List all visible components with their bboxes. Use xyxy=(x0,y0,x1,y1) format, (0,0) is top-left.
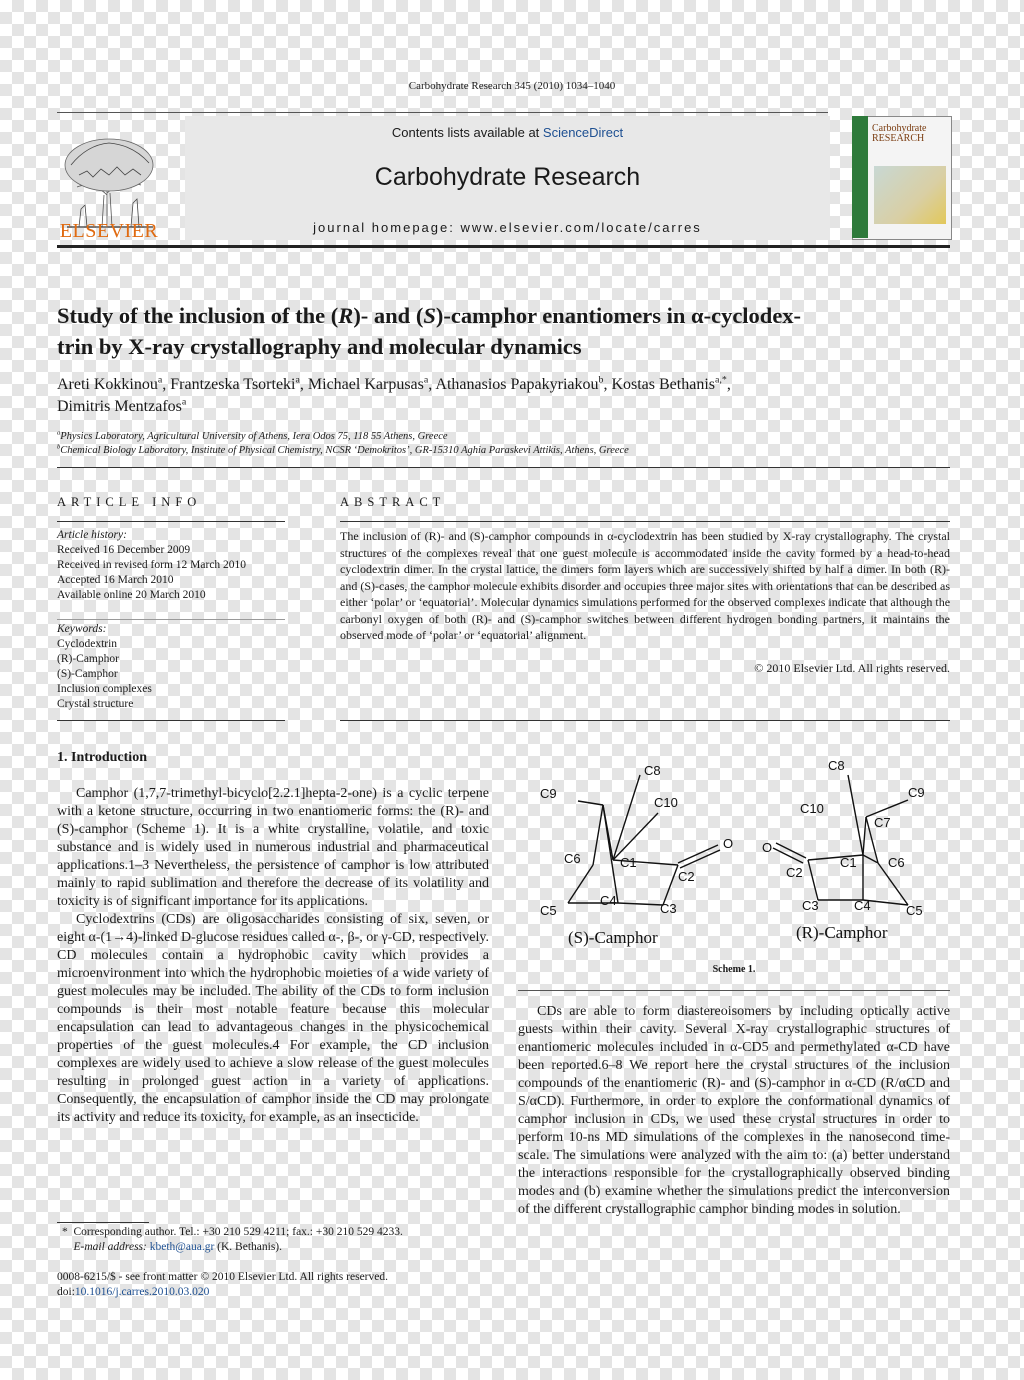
doi-label: doi: xyxy=(57,1286,75,1298)
keywords-label: Keywords: xyxy=(57,623,107,635)
author: Areti Kokkinou xyxy=(57,376,158,393)
atom-label: C2 xyxy=(786,865,803,880)
contents-prefix: Contents lists available at xyxy=(391,125,543,140)
title-part: )-camphor enantiomers in α-cyclodex- xyxy=(435,303,802,328)
author: Michael Karpusas xyxy=(307,376,424,393)
author: Athanasios Papakyriakou xyxy=(435,376,599,393)
doi-line xyxy=(57,1285,487,1300)
history-item: Received in revised form 12 March 2010 xyxy=(57,559,247,571)
introduction-body xyxy=(57,785,489,1127)
author: Dimitris Mentzafos xyxy=(57,398,182,415)
affiliation-a xyxy=(57,430,950,444)
atom-label: C8 xyxy=(644,763,661,778)
corresponding-line: * Corresponding author. Tel.: +30 210 529 4211; fax.: +30 210 529 4233. xyxy=(62,1226,403,1238)
atom-label: C6 xyxy=(888,855,905,870)
keyword: Cyclodextrin xyxy=(57,638,118,650)
atom-label: C9 xyxy=(908,785,925,800)
divider xyxy=(57,467,950,468)
title-r: R xyxy=(338,303,354,328)
scheme-1-figure xyxy=(518,755,950,955)
atom-label: O xyxy=(723,836,734,851)
affiliation-text: Physics Laboratory, Agricultural University of Athens, Iera Odos 75, 118 55 Athens, Greece xyxy=(60,431,448,442)
cover-spine xyxy=(852,116,868,238)
author-sup[interactable]: a xyxy=(423,374,429,386)
author-sep: , xyxy=(428,376,436,393)
author-sep: , xyxy=(299,376,308,393)
author: Frantzeska Tsorteki xyxy=(170,376,296,393)
atom-label: C1 xyxy=(620,855,637,870)
abstract-copyright: © 2010 Elsevier Ltd. All rights reserved. xyxy=(754,661,950,675)
footnote-rule xyxy=(57,1222,149,1223)
header-bottom-rule xyxy=(57,245,950,248)
email-label: E-mail address: xyxy=(73,1241,147,1253)
atom-label: C2 xyxy=(678,869,695,884)
r-camphor-bonds xyxy=(773,775,908,905)
divider xyxy=(340,720,950,721)
s-camphor-bonds xyxy=(568,775,720,905)
corresponding-text: Corresponding author. Tel.: +30 210 529 4211; fax.: +30 210 529 4233. xyxy=(73,1226,403,1238)
author-sup[interactable]: a xyxy=(181,396,187,408)
divider xyxy=(57,720,285,721)
divider xyxy=(57,619,285,620)
divider xyxy=(518,990,950,991)
journal-name: Carbohydrate Research xyxy=(374,163,641,191)
header-top-rule xyxy=(57,112,828,113)
keyword: (R)-Camphor xyxy=(57,653,119,665)
author-sep: , xyxy=(726,376,731,393)
title-part: Study of the inclusion of the ( xyxy=(57,303,339,328)
author-sep: , xyxy=(603,376,612,393)
abstract-heading: ABSTRACT xyxy=(340,495,446,509)
paragraph: Cyclodextrins (CDs) are oligosaccharides consisting of six, seven, or eight α-(1→4)-linked D-glucose residues called α-, β-, or γ-CD, respectively. CD molecules contain a hydrophobic cavity which provides a microenvironment into which the hydrophobic moieties of a wide variety of guest molecules may be included. The ability of the CDs to form inclusion compounds is their most notable feature because this molecular encapsulation can lead to advantageous changes in the physicochemical properties of the guest molecules.4 For example, the CD inclusion complexes are widely used to achieve a slow release of the guest molecules resulting in prolonged guest action in a variety of applications. Consequently, the encapsulation of camphor inside the CD may prolongate its activity and reduce its toxicity, for example, as an insecticide. xyxy=(57,912,489,1125)
atom-label: C6 xyxy=(564,851,581,866)
cover-title-line1: Carbohydrate xyxy=(872,123,927,134)
affiliations xyxy=(57,430,950,458)
running-head: Carbohydrate Research 345 (2010) 1034–1040 xyxy=(408,80,616,92)
article-title xyxy=(57,300,950,362)
atom-label: C10 xyxy=(654,795,678,810)
title-s: S xyxy=(423,303,436,328)
issn-line: 0008-6215/$ - see front matter © 2010 Elsevier Ltd. All rights reserved. xyxy=(57,1271,388,1283)
article-info-heading: ARTICLE INFO xyxy=(57,495,202,509)
author-list xyxy=(57,374,950,418)
scheme-caption: Scheme 1. xyxy=(712,964,756,975)
paragraph: CDs are able to form diastereoisomers by including optically active guests within their cavity. Several X-ray crystallographic structures of enantiomeric molecules included in α-CD5 and permethylated α-CD have been reported.6–8 We report here the crystal structures of the inclusion compounds of the enantiomeric (R)- and (S)-camphor in α-CD (R/αCD and S/αCD). Furthermore, in order to explore the conformational dynamics of camphor inclusion in CDs, we used these crystal structures in order to perform 10-ns MD simulations of the complexes in the nanosecond time-scale. The simulations were analyzed with the aim to: (a) better understand the interactions responsible for the crystallographically observed binding modes and (b) examine whether the simulations predict the interconversion of the different crystallographic camphor binding modes in solution. xyxy=(518,1004,950,1217)
keyword: Inclusion complexes xyxy=(57,683,152,695)
r-camphor-label: (R)-Camphor xyxy=(796,923,888,942)
contents-line xyxy=(185,125,830,140)
corresponding-author-footnote xyxy=(62,1225,492,1255)
email-line xyxy=(62,1240,492,1255)
tree-icon xyxy=(65,139,153,227)
history-item: Received 16 December 2009 xyxy=(57,544,191,556)
atom-label: C3 xyxy=(802,898,819,913)
s-camphor-label: (S)-Camphor xyxy=(568,928,658,947)
email-after: (K. Bethanis). xyxy=(217,1241,283,1253)
atom-label: C5 xyxy=(540,903,557,918)
affiliation-sup: b xyxy=(57,443,61,451)
affiliation-text: Chemical Biology Laboratory, Institute of Physical Chemistry, NCSR ‘Demokritos’, GR-15310 Aghia Paraskevi Attikis, Athens, Greece xyxy=(60,445,629,456)
author-sup[interactable]: b xyxy=(598,374,604,386)
elsevier-wordmark: ELSEVIER xyxy=(59,220,159,242)
divider xyxy=(57,521,285,522)
abstract-text: The inclusion of (R)- and (S)-camphor compounds in α-cyclodextrin has been studied by X-ray crystallography. The crystal structures of the complexes reveal that one guest molecule is accommodated inside the cavity formed by a head-to-head cyclodextrin dimer. In the crystal lattice, the dimers form layers which are successively shifted by half a dimer. In both (R)- and (S)-cases, the camphor molecule exhibits disorder and occupies three major sites with orientations that can be described as either ‘polar’ or ‘equatorial’. Molecular dynamics simulations performed for the observed complexes indicate that although the carbonyl oxygen of both (R)- and (S)-camphor switches between different hydrogen bonding partners, it maintains the observed mode of ‘polar’ or ‘equatorial’ alignment. xyxy=(340,529,951,642)
author-sup[interactable]: a xyxy=(157,374,163,386)
cover-title-line2: RESEARCH xyxy=(872,133,925,144)
title-part: trin by X-ray crystallography and molecular dynamics xyxy=(57,334,582,359)
author-sup[interactable]: a,* xyxy=(714,374,727,386)
divider xyxy=(340,521,950,522)
article-history xyxy=(57,528,287,603)
history-item: Accepted 16 March 2010 xyxy=(57,574,174,586)
atom-label: C10 xyxy=(800,801,824,816)
atom-label: C7 xyxy=(874,815,891,830)
author-sup[interactable]: a xyxy=(295,374,300,386)
journal-homepage[interactable]: journal homepage: www.elsevier.com/locate/carres xyxy=(313,220,702,235)
atom-label: C5 xyxy=(906,903,923,918)
keyword: (S)-Camphor xyxy=(57,668,118,680)
history-item: Available online 20 March 2010 xyxy=(57,589,206,601)
atom-label: C8 xyxy=(828,758,845,773)
atom-label: C3 xyxy=(660,901,677,916)
sciencedirect-link[interactable]: ScienceDirect xyxy=(542,125,624,140)
atom-label: C4 xyxy=(854,898,871,913)
front-matter xyxy=(57,1270,487,1300)
affiliation-b xyxy=(57,444,950,458)
atom-label: C1 xyxy=(840,855,857,870)
atom-label: C4 xyxy=(600,893,617,908)
paragraph: Camphor (1,7,7-trimethyl-bicyclo[2.2.1]hepta-2-one) is a cyclic terpene with a ketone structure, occurring in two enantiomeric forms: the (R)- and (S)-camphor (Scheme 1). It is a white crystalline, volatile, and toxic substance and is widely used in numerous industrial and pharmaceutical applications.1–3 Nevertheless, the persistence of camphor is low attributed mainly to rapid sublimation and therefore the decrease of its volatility and toxicity is of significant importance for its applications. xyxy=(57,786,489,909)
affiliation-sup: a xyxy=(57,429,61,437)
author-sep: , xyxy=(162,376,171,393)
section-heading: 1. Introduction xyxy=(57,750,147,765)
author: Kostas Bethanis xyxy=(611,376,715,393)
cover-title xyxy=(872,124,950,144)
title-part: )- and ( xyxy=(353,303,424,328)
email-link[interactable]: kbeth@aua.gr xyxy=(149,1241,215,1253)
atom-label: C9 xyxy=(540,786,557,801)
keywords xyxy=(57,622,287,712)
history-label: Article history: xyxy=(57,529,127,541)
atom-label: O xyxy=(762,840,773,855)
cover-image xyxy=(874,166,946,224)
doi-link[interactable]: 10.1016/j.carres.2010.03.020 xyxy=(74,1286,210,1298)
keyword: Crystal structure xyxy=(57,698,134,710)
introduction-body-right xyxy=(518,1003,950,1219)
